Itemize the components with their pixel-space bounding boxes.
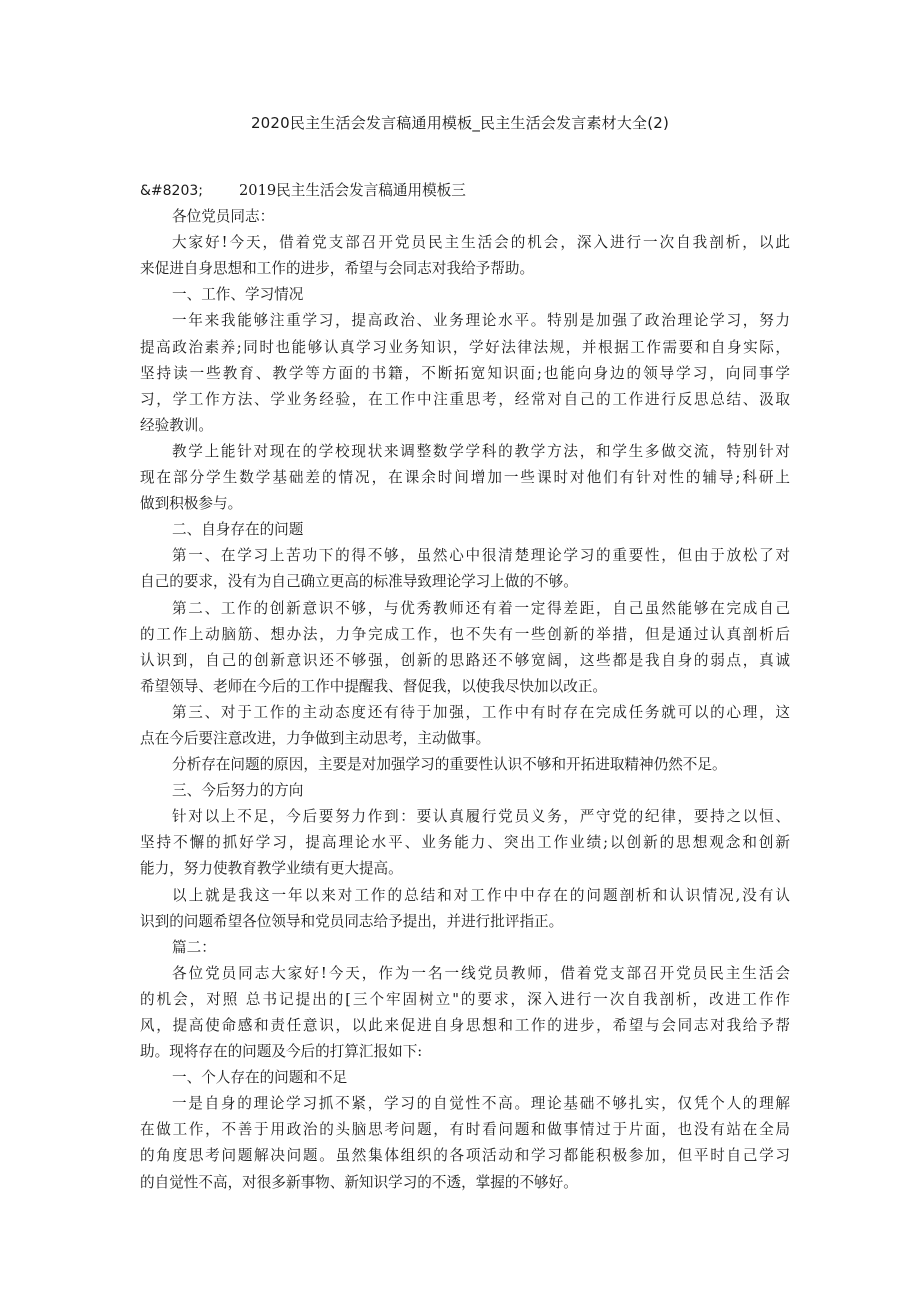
text-line: 识到的问题希望各位领导和党员同志给予提出，并进行批评指正。 — [140, 912, 564, 930]
heading-entity-text: &#8203; — [140, 183, 203, 199]
text-line: 的自觉性不高，对很多新事物、新知识学习的不透，掌握的不够好。 — [140, 1173, 578, 1191]
text-line: 三、今后努力的方向 — [172, 782, 304, 800]
text-line: 做到积极参与。 — [140, 495, 243, 513]
text-line: 在做工作，不善于用政治的头脑思考问题，有时看问题和做事情过于片面，也没有站在全局 — [140, 1121, 790, 1139]
text-line: 的工作上动脑筋、想办法，力争完成工作，也不失有一些创新的举措，但是通过认真剖析后 — [140, 625, 790, 643]
text-line: 来促进自身思想和工作的进步，希望与会同志对我给予帮助。 — [140, 260, 535, 278]
text-line: 一是自身的理论学习抓不紧，学习的自觉性不高。理论基础不够扎实，仅凭个人的理解 — [172, 1095, 790, 1113]
text-line: 二、自身存在的问题 — [172, 521, 304, 539]
text-line: 风，提高使命感和责任意识，以此来促进自身思想和工作的进步，希望与会同志对我给予帮 — [140, 1017, 790, 1034]
text-line: 坚持读一些教育、教学等方面的书籍，不断拓宽知识面;也能向身边的领导学习，向同事学 — [140, 364, 790, 382]
text-line: 经验教训。 — [140, 416, 213, 434]
text-line: 大家好!今天，借着党支部召开党员民主生活会的机会，深入进行一次自我剖析，以此 — [172, 234, 790, 252]
text-line: 希望领导、老师在今后的工作中提醒我、督促我，以使我尽快加以改正。 — [140, 677, 608, 695]
text-line: 提高政治素养;同时也能够认真学习业务知识，学好法律法规，并根据工作需要和自身实际， — [140, 338, 790, 356]
text-line: 一、个人存在的问题和不足 — [172, 1069, 348, 1087]
text-line: 认识到，自己的创新意识还不够强，创新的思路还不够宽阔，这些都是我自身的弱点，真诚 — [140, 651, 790, 669]
text-line: 第一、在学习上苦功下的得不够，虽然心中很清楚理论学习的重要性，但由于放松了对 — [172, 547, 790, 565]
text-line: 点在今后要注意改进，力争做到主动思考，主动做事。 — [140, 729, 491, 747]
text-line: 第二、工作的创新意识不够，与优秀教师还有着一定得差距，自己虽然能够在完成自己 — [172, 599, 790, 617]
text-line: 第三、对于工作的主动态度还有待于加强，工作中有时存在完成任务就可以的心理，这 — [172, 703, 790, 721]
section-heading — [140, 178, 790, 204]
text-line: 现在部分学生数学基础差的情况，在课余时间增加一些课时对他们有针对性的辅导;科研上 — [140, 469, 790, 487]
text-line: 分析存在问题的原因，主要是对加强学习的重要性认识不够和开拓进取精神仍然不足。 — [172, 756, 727, 774]
text-line: 坚持不懈的抓好学习，提高理论水平、业务能力、突出工作业绩;以创新的思想观念和创新 — [140, 834, 790, 852]
text-line: 以上就是我这一年以来对工作的总结和对工作中中存在的问题剖析和认识情况,没有认 — [172, 886, 790, 904]
text-line: 习，学工作方法、学业务经验，在工作中注重思考，经常对自己的工作进行反思总结、汲取 — [140, 390, 790, 408]
text-line: 一年来我能够注重学习，提高政治、业务理论水平。特别是加强了政治理论学习，努力 — [172, 312, 790, 330]
document-title: 2020民主生活会发言稿通用模板_民主生活会发言素材大全(2) — [250, 114, 670, 132]
text-line: 篇二： — [172, 938, 216, 956]
text-line: 各位党员同志大家好!今天，作为一名一线党员教师，借着党支部召开党员民主生活会 — [172, 964, 790, 982]
document-body — [140, 178, 790, 1196]
text-line: 针对以上不足，今后要努力作到：要认真履行党员义务，严守党的纪律，要持之以恒、 — [172, 808, 790, 826]
text-line: 各位党员同志： — [172, 208, 275, 226]
text-line: 的机会，对照 总书记提出的[三个牢固树立"的要求，深入进行一次自我剖析，改进工作作 — [140, 990, 790, 1008]
text-line: 自己的要求，没有为自己确立更高的标准导致理论学习上做的不够。 — [140, 573, 578, 591]
text-line: 能力，努力使教育教学业绩有更大提高。 — [140, 860, 403, 878]
text-line: 的角度思考问题解决问题。虽然集体组织的各项活动和学习都能积极参加，但平时自己学习 — [140, 1147, 790, 1165]
text-line: 教学上能针对现在的学校现状来调整数学学科的教学方法，和学生多做交流，特别针对 — [172, 442, 790, 460]
heading-subtitle: 2019民主生活会发言稿通用模板三 — [239, 182, 466, 199]
text-line: 助。现将存在的问题及今后的打算汇报如下: — [140, 1043, 423, 1061]
text-line: 一、工作、学习情况 — [172, 286, 304, 304]
